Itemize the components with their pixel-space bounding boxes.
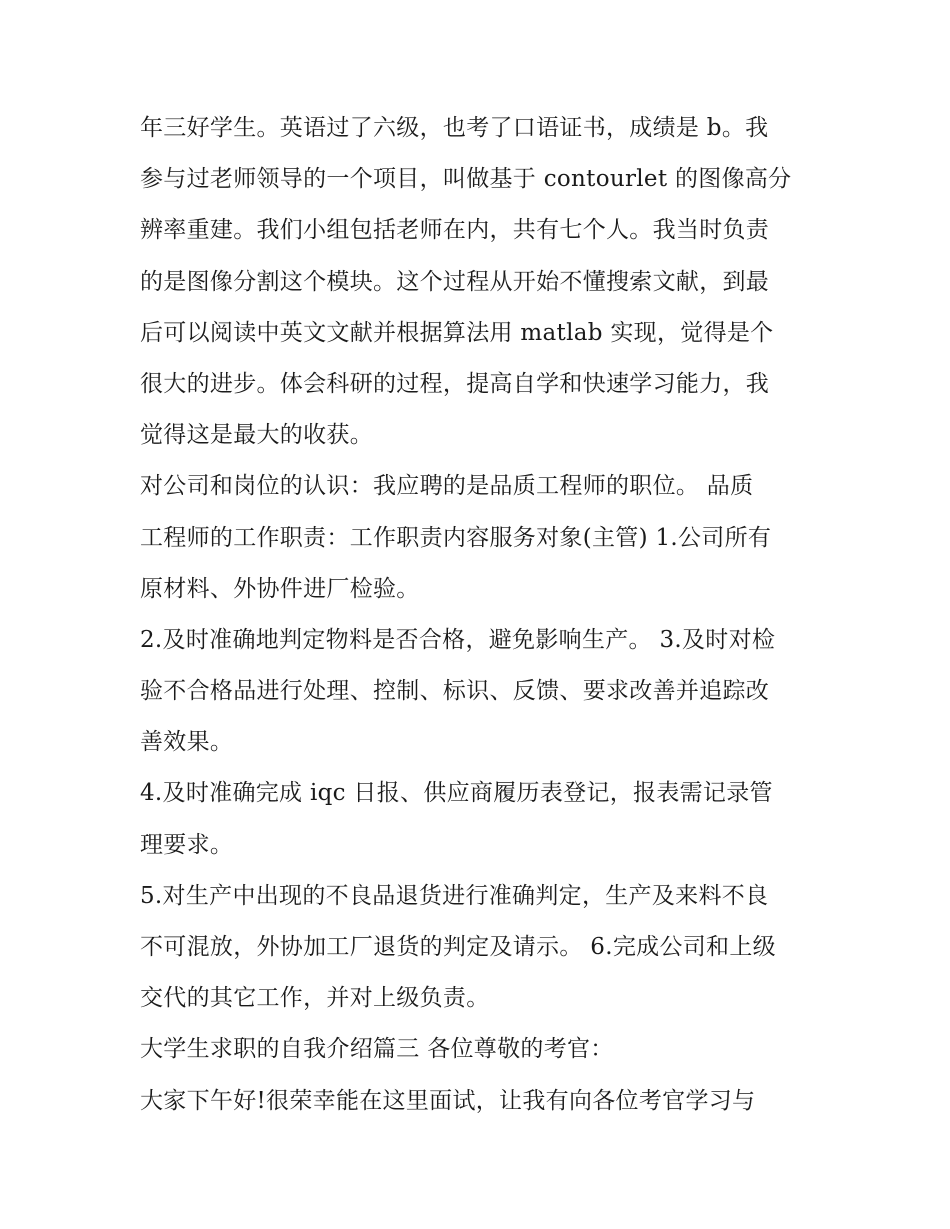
text-line-4: 的是图像分割这个模块。这个过程从开始不懂搜索文献，到最 bbox=[140, 268, 770, 295]
text-line-5: 后可以阅读中英文文献并根据算法用 matlab 实现，觉得是个 bbox=[140, 319, 774, 346]
text-line-20: 大家下午好!很荣幸能在这里面试，让我有向各位考官学习与 bbox=[140, 1087, 756, 1114]
text-line-12: 验不合格品进行处理、控制、标识、反馈、要求改善并追踪改 bbox=[140, 678, 770, 705]
text-line-1: 年三好学生。英语过了六级，也考了口语证书，成绩是 b。我 bbox=[140, 115, 769, 141]
text-line-15: 理要求。 bbox=[140, 831, 234, 858]
text-line-10: 原材料、外协件进厂检验。 bbox=[140, 575, 420, 602]
text-line-11: 2.及时准确地判定物料是否合格，避免影响生产。 3.及时对检 bbox=[140, 626, 776, 653]
text-line-6: 很大的进步。体会科研的过程，提高自学和快速学习能力，我 bbox=[140, 370, 770, 397]
text-line-17: 不可混放，外协加工厂退货的判定及请示。 6.完成公司和上级 bbox=[140, 934, 776, 960]
text-line-7: 觉得这是最大的收获。 bbox=[140, 422, 373, 449]
text-line-9: 工程师的工作职责：工作职责内容服务对象(主管) 1.公司所有 bbox=[140, 524, 772, 551]
text-line-16: 5.对生产中出现的不良品退货进行准确判定，生产及来料不良 bbox=[140, 882, 769, 909]
text-line-13: 善效果。 bbox=[140, 729, 234, 756]
text-line-2: 参与过老师领导的一个项目，叫做基于 contourlet 的图像高分 bbox=[140, 166, 792, 193]
text-line-8: 对公司和岗位的认识：我应聘的是品质工程师的职位。 品质 bbox=[140, 473, 754, 500]
text-line-18: 交代的其它工作，并对上级负责。 bbox=[140, 985, 490, 1012]
text-line-3: 辨率重建。我们小组包括老师在内，共有七个人。我当时负责 bbox=[140, 217, 770, 244]
text-line-19: 大学生求职的自我介绍篇三 各位尊敬的考官： bbox=[140, 1036, 614, 1063]
body-text bbox=[140, 103, 820, 1127]
text-line-14: 4.及时准确完成 iqc 日报、供应商履历表登记，报表需记录管 bbox=[140, 780, 773, 807]
